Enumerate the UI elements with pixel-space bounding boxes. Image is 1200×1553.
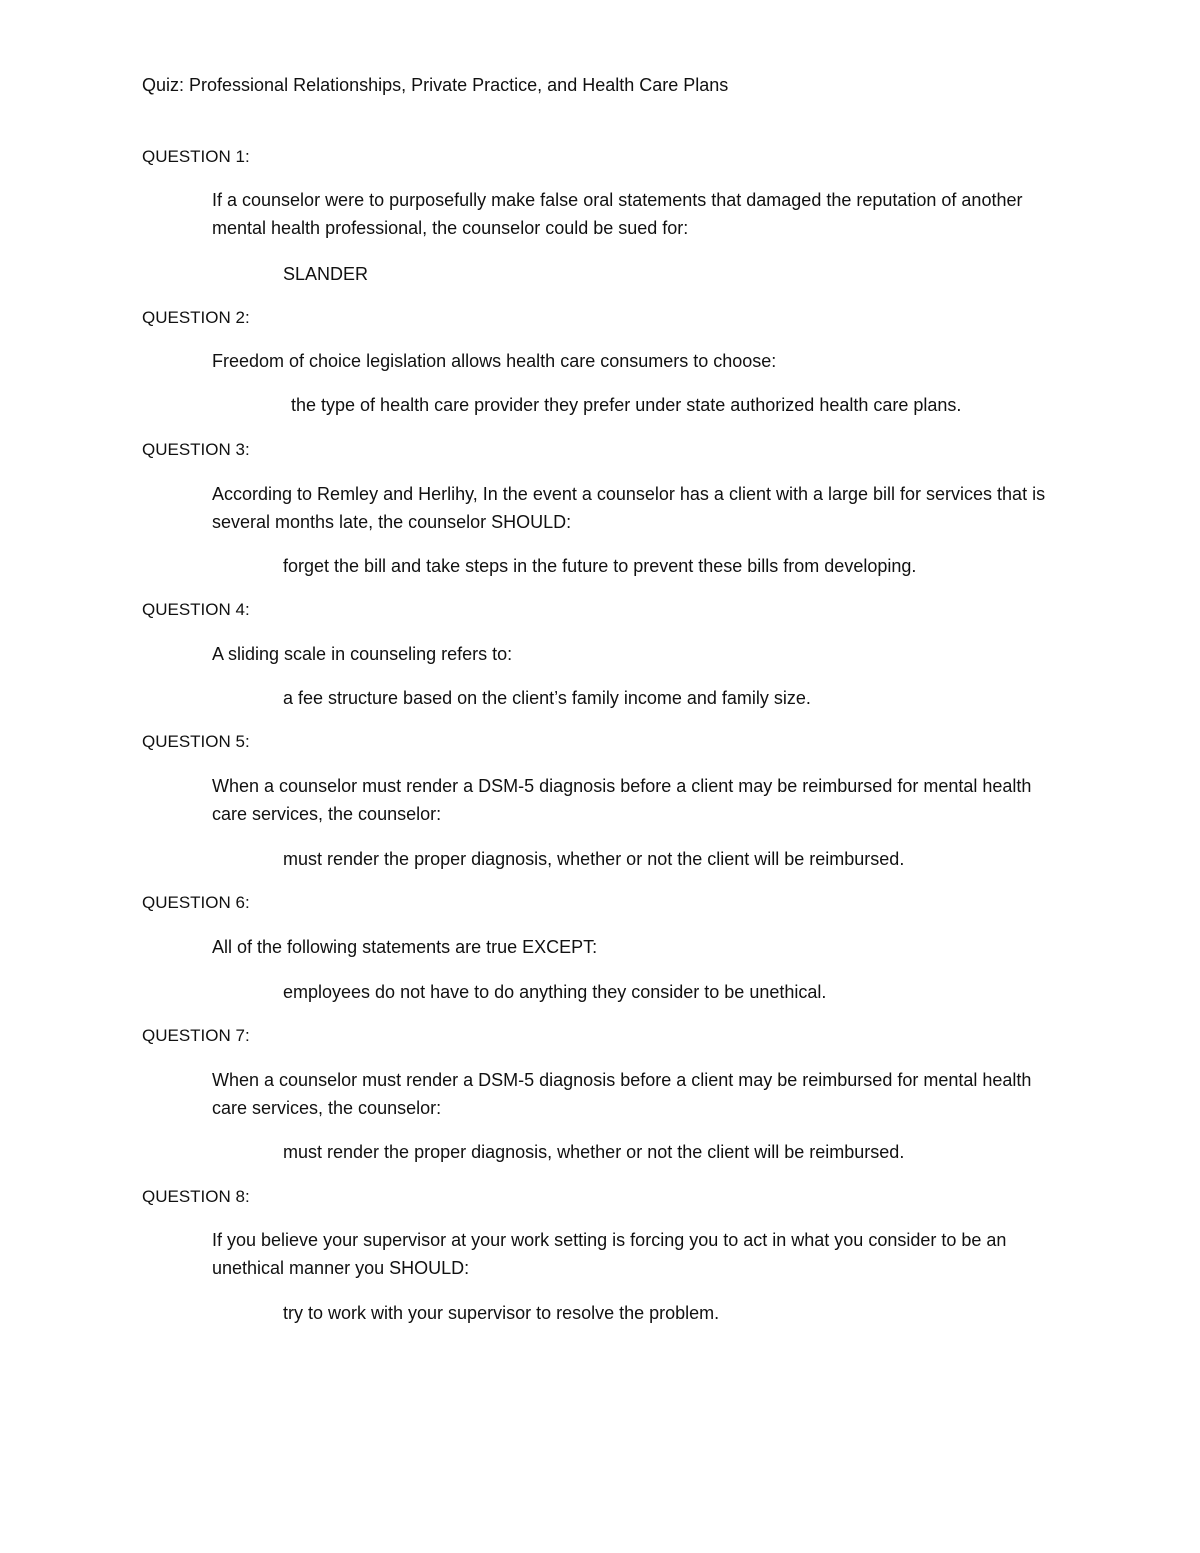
question-4-text: A sliding scale in counseling refers to:: [212, 644, 513, 664]
question-1-label: QUESTION 1:: [142, 147, 250, 166]
question-5-text: When a counselor must render a DSM-5 diagnosis before a client may be reimbursed for mental health care services, the counselor:: [212, 776, 1032, 824]
question-6-answer: employees do not have to do anything they consider to be unethical.: [283, 982, 827, 1002]
question-5-answer: must render the proper diagnosis, whether or not the client will be reimbursed.: [283, 849, 905, 869]
question-1-answer: SLANDER: [283, 264, 369, 284]
question-3-label: QUESTION 3:: [142, 440, 250, 459]
question-3-answer: forget the bill and take steps in the future to prevent these bills from developing.: [283, 556, 917, 576]
question-4-label: QUESTION 4:: [142, 600, 250, 619]
question-4-answer: a fee structure based on the client’s family income and family size.: [283, 688, 811, 708]
question-1-text: If a counselor were to purposefully make false oral statements that damaged the reputation of another mental health professional, the counselor could be sued for:: [212, 190, 1023, 238]
question-7-label: QUESTION 7:: [142, 1026, 250, 1045]
question-6-text: All of the following statements are true EXCEPT:: [212, 937, 598, 957]
question-8-label: QUESTION 8:: [142, 1187, 250, 1206]
question-7-answer: must render the proper diagnosis, whether or not the client will be reimbursed.: [283, 1142, 905, 1162]
question-2-text: Freedom of choice legislation allows health care consumers to choose:: [212, 351, 777, 371]
question-8-answer: try to work with your supervisor to resolve the problem.: [283, 1303, 720, 1323]
question-7-text: When a counselor must render a DSM-5 diagnosis before a client may be reimbursed for mental health care services, the counselor:: [212, 1070, 1032, 1118]
question-6-label: QUESTION 6:: [142, 893, 250, 912]
document-title: Quiz: Professional Relationships, Private Practice, and Health Care Plans: [142, 75, 729, 95]
question-8-text: If you believe your supervisor at your work setting is forcing you to act in what you consider to be an unethical manner you SHOULD:: [212, 1230, 1007, 1278]
question-2-answer: the type of health care provider they prefer under state authorized health care plans.: [291, 395, 962, 415]
question-5-label: QUESTION 5:: [142, 732, 250, 751]
question-3-text: According to Remley and Herlihy, In the event a counselor has a client with a large bill for services that is several months late, the counselor SHOULD:: [212, 484, 1046, 532]
question-2-label: QUESTION 2:: [142, 308, 250, 327]
